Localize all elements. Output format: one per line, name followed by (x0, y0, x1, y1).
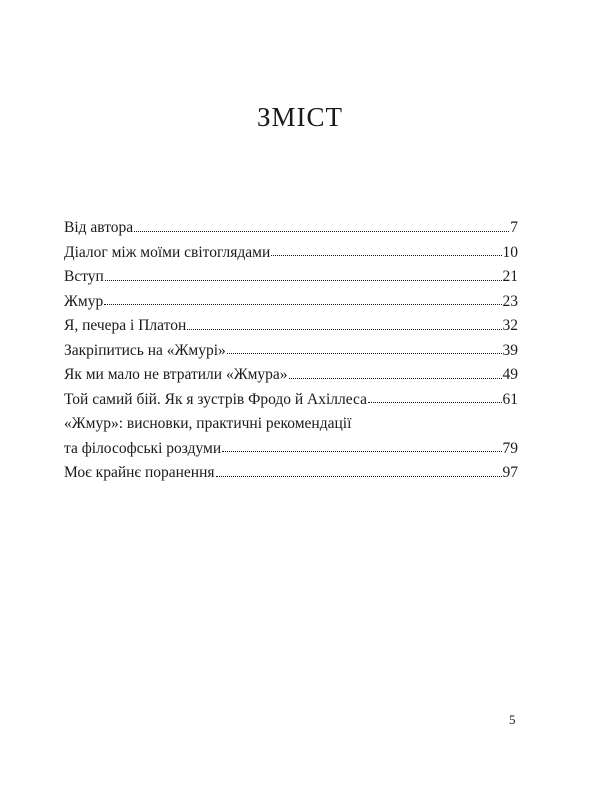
toc-entry (64, 388, 518, 413)
toc-entry-title: Жмур (64, 292, 104, 310)
page-number: 5 (509, 712, 516, 727)
toc-entry-page: 21 (502, 268, 518, 285)
dot-leader (227, 353, 502, 354)
toc-entry-page: 61 (502, 390, 518, 408)
toc-entry-title: Як ми мало не втратили «Жмура» (64, 366, 288, 383)
toc-entry (64, 290, 518, 315)
toc-entry-page: 10 (502, 243, 518, 261)
toc-entry-title: та філософські роздуми (64, 439, 222, 457)
toc-entry (64, 216, 518, 241)
dot-leader (289, 378, 502, 379)
toc-entry (64, 241, 518, 266)
toc-entry-page: 7 (510, 219, 518, 236)
toc-entry (64, 437, 518, 462)
dot-leader (104, 304, 501, 305)
toc-entry (64, 265, 518, 290)
toc-entry (64, 461, 518, 486)
toc-entry-page: 49 (502, 366, 518, 383)
toc-entry-title-line1: «Жмур»: висновки, практичні рекомендації (64, 415, 352, 432)
dot-leader (368, 402, 502, 403)
toc-entry (64, 363, 518, 388)
toc-entry-title: Я, печера і Платон (64, 317, 187, 334)
dot-leader (134, 231, 509, 232)
dot-leader (187, 329, 501, 330)
toc-entry-title: Діалог між моїми світоглядами (64, 243, 271, 261)
toc-entry-title: Моє крайнє поранення (64, 464, 215, 481)
table-of-contents (64, 216, 518, 486)
toc-entry (64, 314, 518, 339)
toc-entry-title: Від автора (64, 219, 134, 236)
toc-entry-page: 32 (502, 317, 518, 334)
toc-entry-page: 79 (502, 439, 518, 457)
dot-leader (271, 255, 501, 256)
toc-entry-page: 97 (502, 464, 518, 481)
toc-entry-page: 23 (502, 292, 518, 310)
toc-entry-title: Закріпитись на «Жмурі» (64, 341, 226, 359)
toc-entry (64, 339, 518, 364)
toc-entry-first-line (64, 412, 518, 437)
toc-entry-title: Той самий бій. Як я зустрів Фродо й Ахіллеса (64, 390, 367, 408)
dot-leader (222, 451, 501, 452)
dot-leader (216, 476, 502, 477)
toc-entry-title: Вступ (64, 268, 104, 285)
toc-entry-page: 39 (502, 341, 518, 359)
dot-leader (105, 280, 502, 281)
page-title: ЗМІСТ (256, 102, 344, 132)
